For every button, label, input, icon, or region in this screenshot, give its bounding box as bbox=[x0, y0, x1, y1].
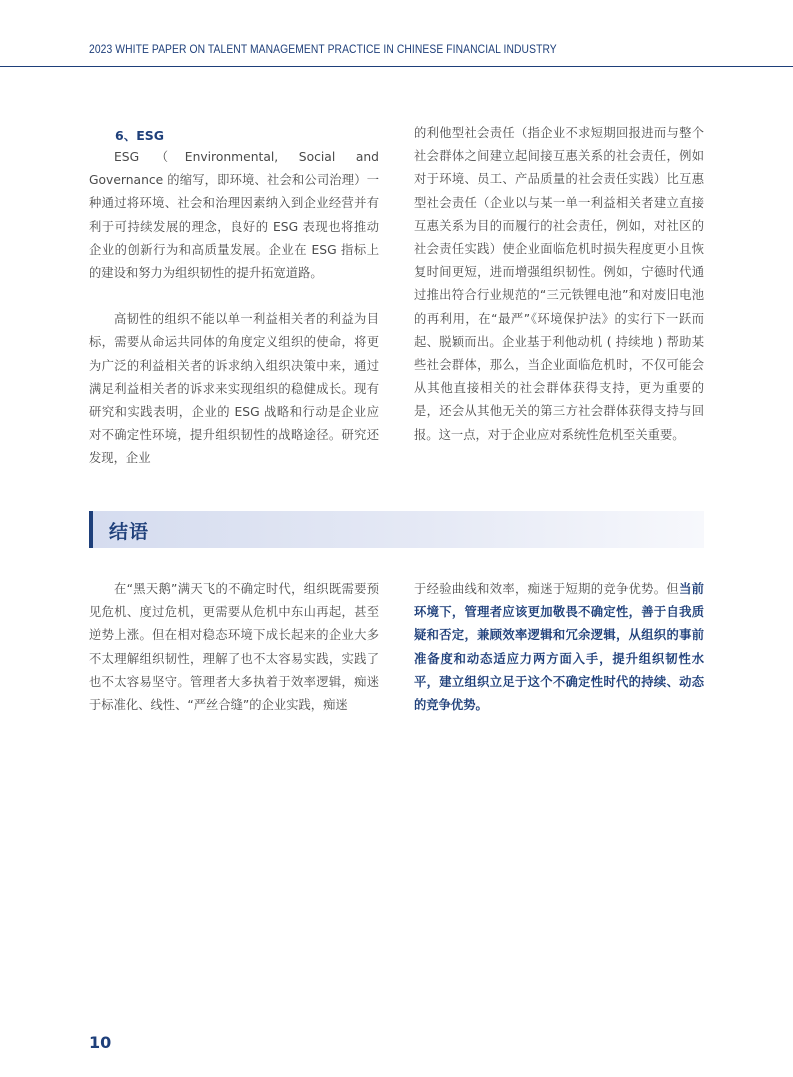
esg-right-column bbox=[414, 122, 704, 447]
conclusion-paragraph-1: 在“黑天鹅”满天飞的不确定时代，组织既需要预见危机、度过危机，更需要从危机中东山再起，甚至逆势上涨。但在相对稳态环境下成长起来的企业大多不太理解组织韧性，理解了也不太容易实践，实践了也不太容易坚守。管理者大多执着于效率逻辑，痴迷于标准化、线性、“严丝合缝”的企业实践，痴迷 bbox=[89, 582, 379, 713]
conclusion-plain-text: 于经验曲线和效率，痴迷于短期的竞争优势。但 bbox=[414, 582, 680, 596]
esg-paragraph-2: 高韧性的组织不能以单一利益相关者的利益为目标，需要从命运共同体的角度定义组织的使命，将更为广泛的利益相关者的诉求纳入组织决策中来，通过满足利益相关者的诉求来实现组织的稳健成长。现有研究和实践表明，企业的 ESG 战略和行动是企业应对不确定性环境，提升组织韧性的战略途径。研究还发现，企业 bbox=[89, 312, 379, 466]
esg-paragraph-3: 的利他型社会责任（指企业不求短期回报进而与整个社会群体之间建立起间接互惠关系的社会责任，例如对于环境、员工、产品质量的社会责任实践）比互惠型社会责任（企业以与某一单一利益相关者建立直接互惠关系为目的而履行的社会责任，例如，对社区的社会责任实践）使企业面临危机时损失程度更小且恢复时间更短，进而增强组织韧性。例如，宁德时代通过推出符合行业规范的“三元铁锂电池”和对废旧电池的再利用，在“最严”《环境保护法》的实行下一跃而起、脱颖而出。企业基于利他动机 ( 持续地 ) 帮助某些社会群体，那么，当企业面临危机时，不仅可能会从其他直接相关的社会群体获得支持，更为重要的是，还会从其他无关的第三方社会群体获得支持与回报。这一点，对于企业应对系统性危机至关重要。 bbox=[414, 126, 704, 442]
conclusion-paragraph-2 bbox=[414, 578, 704, 717]
conclusion-left-column bbox=[89, 578, 379, 717]
esg-left-column bbox=[89, 146, 379, 471]
page-header bbox=[0, 0, 793, 68]
page-number: 10 bbox=[89, 1033, 112, 1052]
esg-paragraph-1: ESG（Environmental, Social and Governance 的缩写，即环境、社会和公司治理）一种通过将环境、社会和治理因素纳入到企业经营并有利于可持续发展的理念，良好的 ESG 表现也将推动企业的创新行为和高质量发展。企业在 ESG 指标上的建设和努力为组织韧性的提升拓宽道路。 bbox=[89, 150, 379, 281]
conclusion-right-column bbox=[414, 578, 704, 717]
conclusion-highlight-text: 当前环境下，管理者应该更加敬畏不确定性，善于自我质疑和否定，兼顾效率逻辑和冗余逻辑，从组织的事前准备度和动态适应力两方面入手，提升组织韧性水平，建立组织立足于这个不确定性时代的持续、动态的竞争优势。 bbox=[414, 582, 704, 713]
esg-heading: 6、ESG bbox=[115, 128, 164, 143]
header-divider bbox=[0, 66, 793, 67]
section-accent-bar bbox=[89, 511, 93, 548]
header-title: 2023 WHITE PAPER ON TALENT MANAGEMENT PRACTICE IN CHINESE FINANCIAL INDUSTRY bbox=[89, 42, 557, 56]
conclusion-section-bar bbox=[89, 511, 704, 548]
conclusion-title: 结语 bbox=[109, 521, 150, 543]
